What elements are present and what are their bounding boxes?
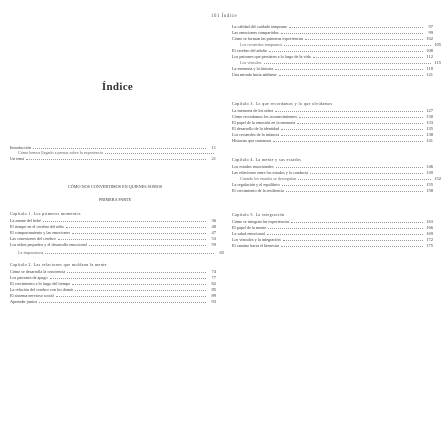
index-entry (18, 250, 224, 255)
page-number: 146 (426, 164, 433, 169)
entry-text: Las conexiones del cerebro (10, 236, 56, 241)
index-entry (232, 108, 433, 113)
entry-text: El papel de la emoción en la memoria (232, 120, 296, 125)
index-entry (232, 243, 433, 248)
chapter-heading (232, 101, 433, 106)
index-entry (232, 170, 433, 175)
index-entry (232, 54, 433, 59)
leader-dots (298, 179, 431, 180)
entry-text: La calidad del cuidado temprano (232, 24, 287, 29)
entry-text: Cómo se desarrolla la conciencia (10, 269, 66, 274)
entry-text: Los recuerdos tempranos (240, 42, 283, 47)
entry-text: La salud emocional (232, 231, 265, 236)
leader-dots (39, 302, 206, 303)
leader-dots (281, 135, 423, 136)
page-number: 11 (211, 145, 216, 150)
index-entry (232, 132, 433, 137)
index-entry (232, 48, 433, 53)
leader-dots (72, 284, 206, 285)
leader-dots (264, 63, 431, 64)
index-entry (10, 281, 216, 286)
entry-text: La mente del bebé (10, 218, 41, 223)
leader-dots (105, 153, 214, 154)
entry-text: Los niños pequeños y el desarrollo emocional (10, 242, 87, 247)
index-entry (240, 176, 441, 181)
chapter-heading (232, 157, 433, 162)
leader-dots (33, 148, 206, 149)
entry-text: Cómo recordamos los acontecimientos (232, 114, 298, 119)
index-entry (232, 24, 433, 29)
entry-text: El camino hacia el bienestar (232, 243, 280, 248)
leader-dots (45, 253, 214, 254)
index-entry (10, 236, 216, 241)
leader-dots (289, 27, 423, 28)
page-number: 93 (211, 299, 216, 304)
entry-text: Aprender juntos (10, 299, 38, 304)
leader-dots (50, 278, 206, 279)
entry-text: Los recuerdos de la infancia (232, 132, 280, 137)
page-number: 77 (211, 275, 216, 280)
entry-text: Un tema (10, 156, 25, 161)
page-number: 112 (426, 54, 433, 59)
entry-text: El cerebro del adulto (232, 48, 267, 53)
index-entry (232, 188, 433, 193)
leader-dots (281, 33, 423, 34)
page-number: 65 (219, 250, 224, 255)
leader-dots (66, 227, 206, 228)
entry-text: PRIMERA PARTE (98, 197, 132, 202)
page-number: 21 (211, 156, 216, 161)
index-entry (10, 293, 216, 298)
index-entry (10, 269, 216, 274)
index-entry (10, 197, 220, 202)
index-entry (232, 36, 433, 41)
leader-dots (89, 245, 206, 246)
leader-dots (273, 141, 423, 142)
index-entry (232, 182, 433, 187)
chapter-heading (10, 262, 216, 267)
index-entry (232, 30, 433, 35)
page-number: 53 (211, 236, 216, 241)
entry-text: Una mirada hacia adelante (232, 72, 277, 77)
page-number: 40 (211, 224, 216, 229)
entry-text: El desarrollo de la identidad (232, 126, 280, 131)
page-number: 133 (426, 120, 433, 125)
entry-text: Las relaciones entre los estados y la conducta (232, 170, 309, 175)
leader-dots (286, 191, 423, 192)
entry-text: Introducción (10, 145, 32, 150)
page-number: 172 (426, 237, 433, 242)
chapter-heading (232, 212, 433, 217)
entry-text: El comportamiento y las emociones (10, 230, 71, 235)
page-number: 99 (428, 30, 433, 35)
page-number: 121 (426, 72, 433, 77)
leader-dots (58, 239, 206, 240)
page-number: 166 (426, 225, 433, 230)
entry-text: La regulación y el equilibrio (232, 182, 280, 187)
entry-text: Historias que contamos (232, 138, 272, 143)
index-entry (10, 275, 216, 280)
leader-dots (279, 75, 423, 76)
leader-dots (275, 111, 423, 112)
leader-dots (283, 240, 423, 241)
index-entry (10, 230, 216, 235)
page-number: 82 (211, 281, 216, 286)
leader-dots (297, 123, 423, 124)
entry-text: Cómo se integran las experiencias (232, 219, 290, 224)
entry-text: La memoria y la historia (232, 66, 274, 71)
leader-dots (310, 173, 423, 174)
leader-dots (269, 51, 423, 52)
entry-text: Los vínculos (240, 60, 262, 65)
index-entry (10, 287, 216, 292)
page-number: 89 (211, 293, 216, 298)
leader-dots (276, 167, 423, 168)
entry-text: Capítulo 2. Las relaciones que moldean la mente (10, 262, 107, 267)
entry-text: El crecimiento de la resiliencia (232, 188, 284, 193)
page-number: 138 (426, 132, 433, 137)
leader-dots (299, 117, 423, 118)
index-entry (232, 231, 433, 236)
index-entry (240, 60, 441, 65)
leader-dots (72, 233, 206, 234)
page-number: 169 (426, 231, 433, 236)
page-number: 105 (434, 42, 441, 47)
leader-dots (43, 221, 206, 222)
entry-text: Las emociones compartidas (232, 30, 279, 35)
entry-text: El papel de la mente (232, 225, 267, 230)
page-number: 175 (426, 243, 433, 248)
leader-dots (284, 45, 431, 46)
index-entry (10, 184, 220, 189)
index-entry (232, 72, 433, 77)
entry-text: Capítulo 3. Lo que recordamos y lo que olvidamos (232, 101, 333, 106)
leader-dots (282, 185, 423, 186)
page-number: 108 (426, 48, 433, 53)
leader-dots (305, 39, 423, 40)
leader-dots (313, 57, 423, 58)
index-entry (10, 224, 216, 229)
leader-dots (75, 290, 206, 291)
leader-dots (26, 159, 206, 160)
page-number: 158 (426, 188, 433, 193)
chapter-heading (10, 211, 216, 216)
page-number: 118 (426, 66, 433, 71)
entry-text: Los patrones de apego (10, 275, 48, 280)
index-entry (10, 242, 216, 247)
index-entry (232, 120, 433, 125)
entry-text: CÓMO NOS CONVERTIMOS EN QUIENES SOMOS (67, 184, 163, 189)
index-entry (232, 164, 433, 169)
page-number: 149 (426, 170, 433, 175)
entry-text: La memoria de los niños (232, 108, 274, 113)
index-entry (232, 66, 433, 71)
page-number: 141 (426, 138, 433, 143)
page-number: 127 (426, 108, 433, 113)
entry-text: El sistema nervioso social (10, 293, 54, 298)
entry-text: La importancia (18, 250, 44, 255)
page-number: 135 (426, 126, 433, 131)
page-number: 115 (434, 60, 441, 65)
index-entry (18, 150, 224, 155)
page-number: 97 (428, 24, 433, 29)
index-entry (10, 156, 216, 161)
page-number: 85 (211, 287, 216, 292)
page-number: 74 (211, 269, 216, 274)
index-entry (10, 299, 216, 304)
index-entry (232, 219, 433, 224)
index-entry (10, 218, 216, 223)
page-number: 155 (426, 182, 433, 187)
index-entry (232, 225, 433, 230)
index-entry (232, 114, 433, 119)
index-entry (232, 138, 433, 143)
leader-dots (281, 246, 423, 247)
page-number: 152 (434, 176, 441, 181)
leader-dots (281, 129, 423, 130)
index-entry (232, 126, 433, 131)
entry-text: Capítulo 1. Los primeros momentos (10, 211, 81, 216)
entry-text: Cómo se forman las primeras experiencias (232, 36, 304, 41)
page-number: 59 (211, 242, 216, 247)
entry-text: Capítulo 4. La mente y sus estados (232, 157, 302, 162)
entry-text: Los vínculos y la integración (232, 237, 281, 242)
entry-text: Cuando los estados se desregulan (240, 176, 297, 181)
leader-dots (67, 272, 206, 273)
index-entry (232, 237, 433, 242)
page-folio: 101 Índice (210, 14, 238, 19)
entry-text: El tiempo en el cerebro del niño (10, 224, 64, 229)
entry-text: Capítulo 5. La integración (232, 212, 285, 217)
page-title: Índice (101, 81, 134, 93)
page-number: 36 (211, 218, 216, 223)
page-number: 130 (426, 114, 433, 119)
leader-dots (56, 296, 206, 297)
entry-text: El crecimiento a lo largo del tiempo (10, 281, 71, 286)
page-number: 102 (426, 36, 433, 41)
leader-dots (267, 234, 423, 235)
entry-text: Los patrones que persisten a lo largo de la vida (232, 54, 311, 59)
index-entry (240, 42, 441, 47)
leader-dots (268, 228, 423, 229)
page-number: 163 (426, 219, 433, 224)
page-number: 47 (211, 230, 216, 235)
entry-text: Los estados emocionales (232, 164, 274, 169)
entry-text: La relación del cerebro con los demás (10, 287, 74, 292)
entry-text: Cómo hemos llegado a pensar sobre la experiencia (18, 150, 103, 155)
leader-dots (291, 222, 423, 223)
leader-dots (275, 69, 423, 70)
